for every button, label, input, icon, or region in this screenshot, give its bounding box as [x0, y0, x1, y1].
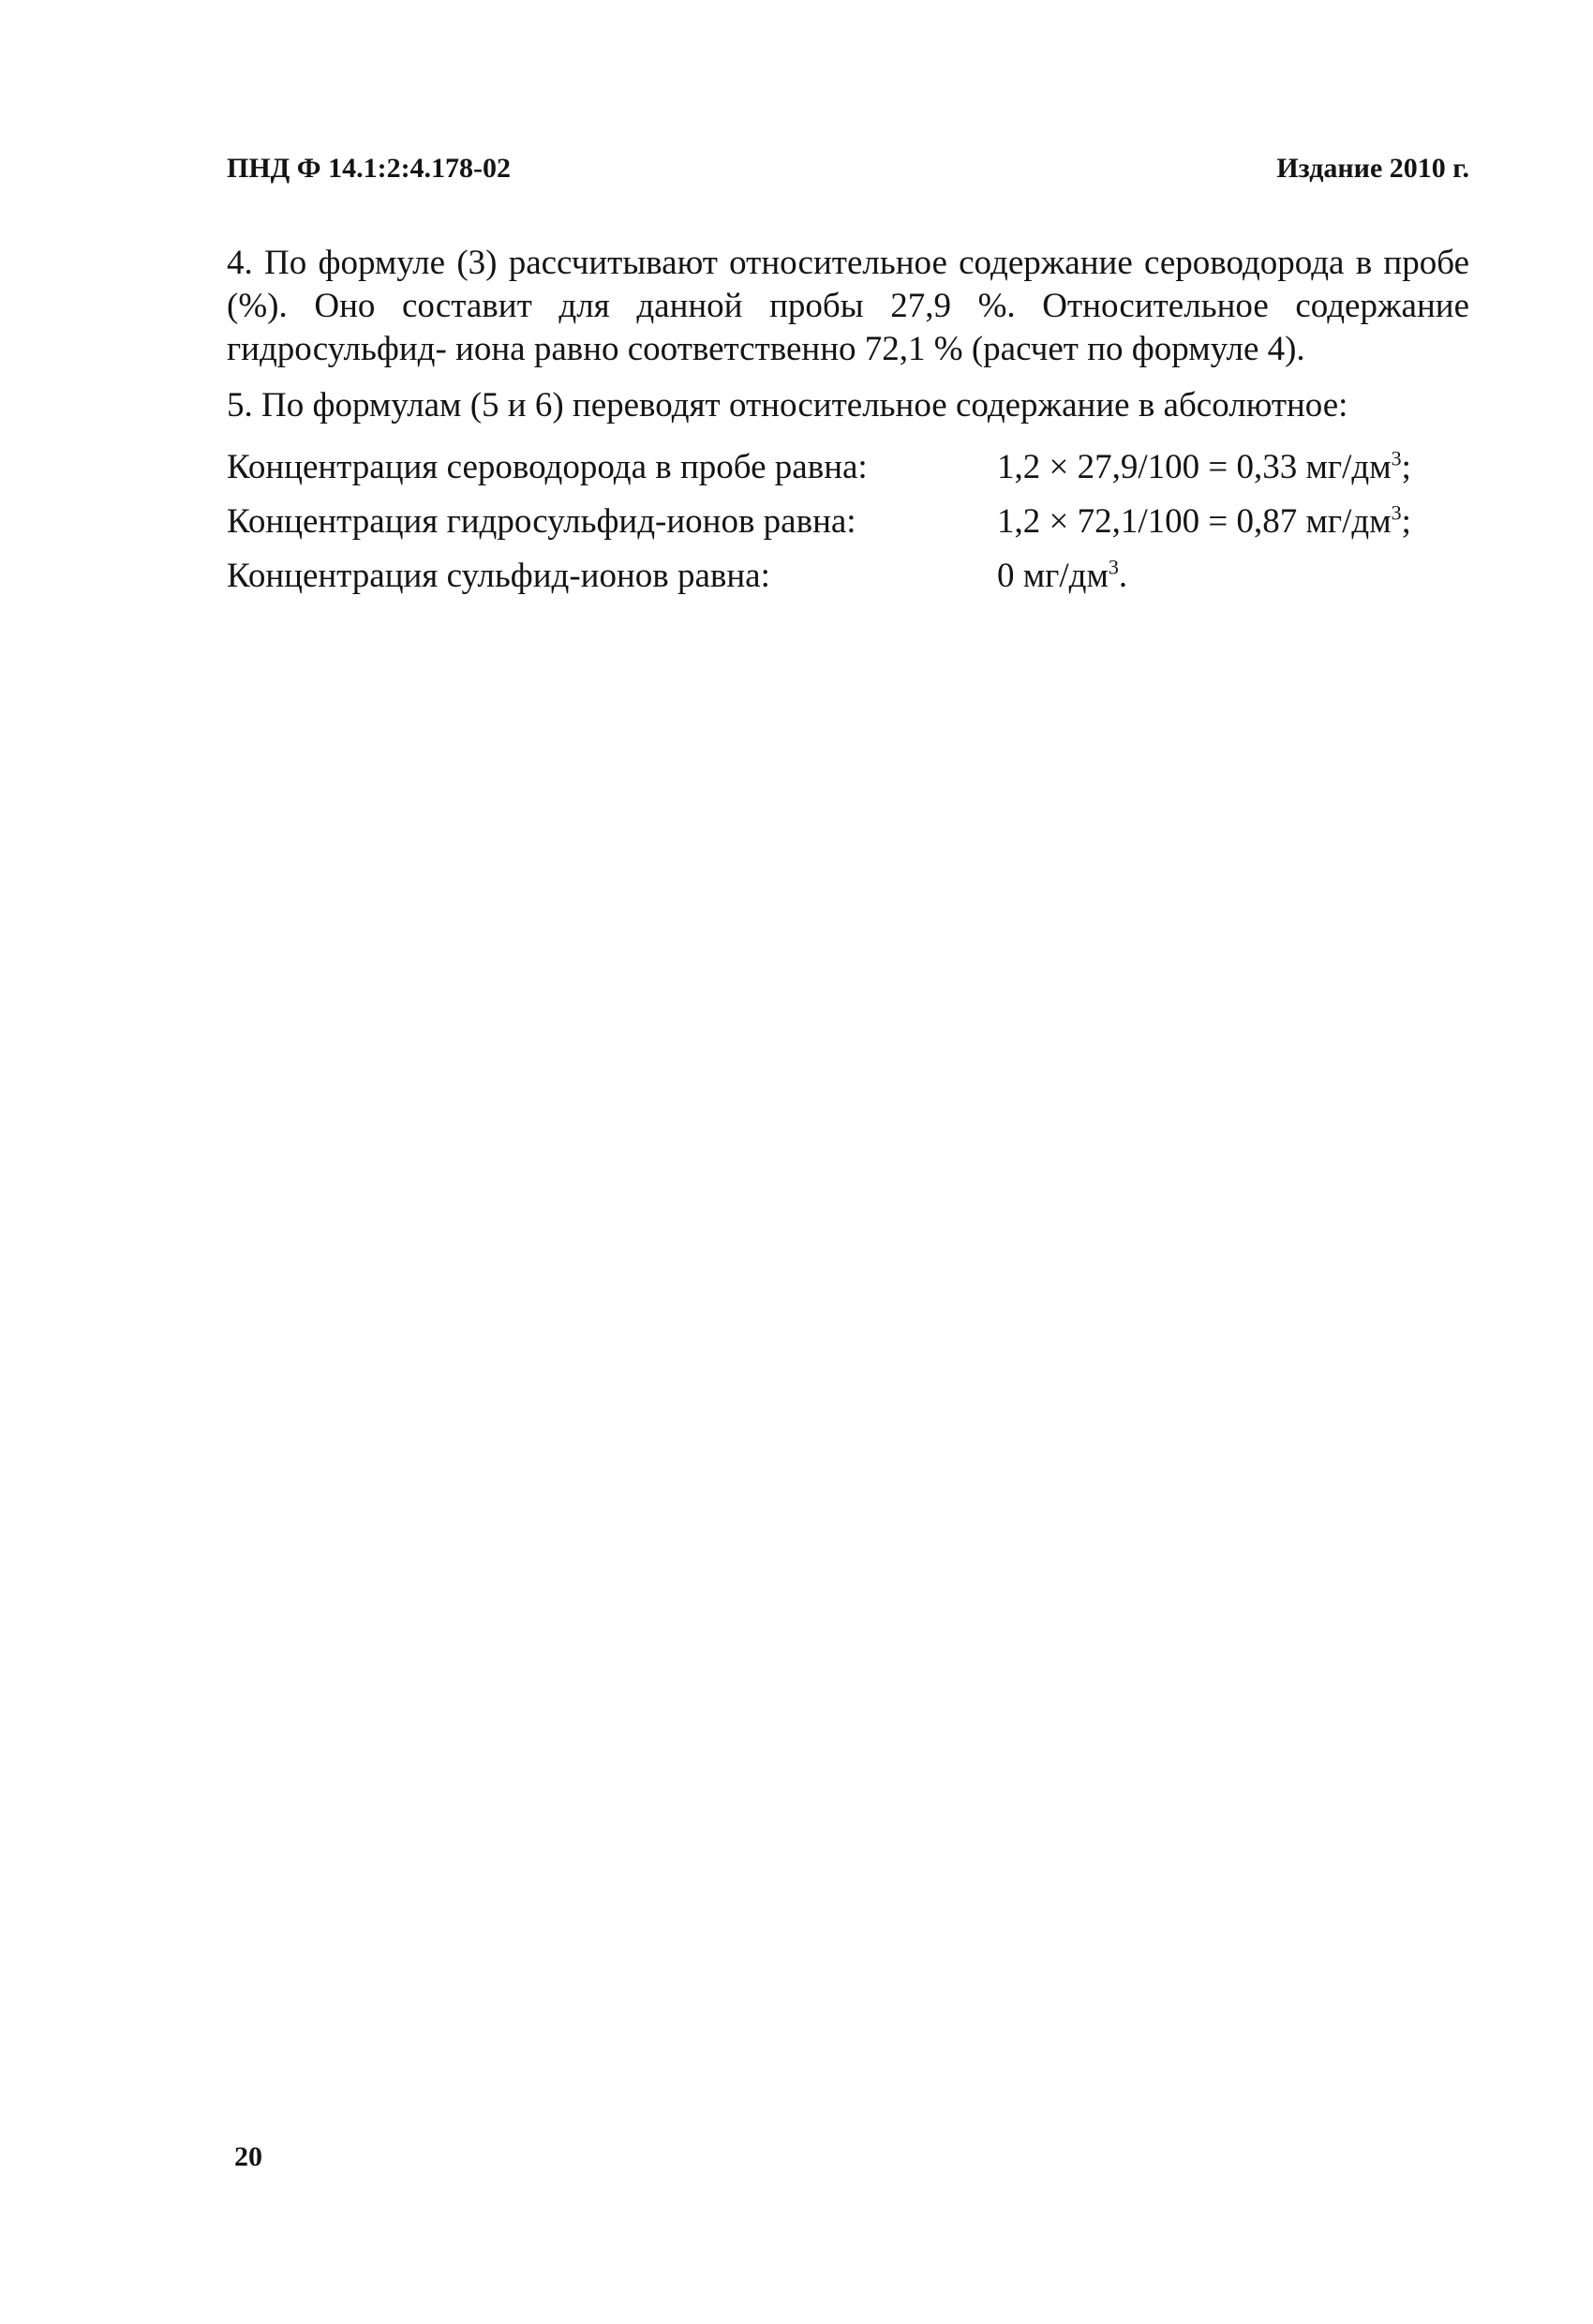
- concentration-value: [997, 549, 1411, 603]
- edition-label: Издание 2010 г.: [1276, 153, 1469, 184]
- value-suffix: ;: [1401, 448, 1411, 486]
- document-code: ПНД Ф 14.1:2:4.178-02: [227, 153, 512, 184]
- paragraph-step-4: 4. По формуле (3) рассчитывают относительное содержание сероводорода в пробе (%). Оно составит для данной пробы 27,9 %. Относительное содержание гидросульфид- иона равно соответственно 72,1 % (расчет по формуле 4).: [227, 244, 1469, 368]
- concentration-value-text: 1,2 × 27,9/100 = 0,33 мг/дм: [997, 448, 1392, 486]
- paragraph-step-5: 5. По формулам (5 и 6) переводят относительное содержание в абсолютное:: [227, 386, 1348, 425]
- value-suffix: .: [1118, 557, 1128, 595]
- concentration-value-text: 1,2 × 72,1/100 = 0,87 мг/дм: [997, 502, 1392, 541]
- concentration-value: [997, 440, 1411, 495]
- value-suffix: ;: [1401, 502, 1411, 541]
- concentration-value-text: 0 мг/дм: [997, 557, 1109, 595]
- concentration-table: [227, 440, 1411, 603]
- concentration-label: Концентрация гидросульфид-ионов равна:: [227, 502, 856, 541]
- page-number: 20: [234, 2141, 262, 2172]
- concentration-label: Концентрация сульфид-ионов равна:: [227, 557, 770, 595]
- unit-exponent: 3: [1391, 446, 1402, 470]
- concentration-label: Концентрация сероводорода в пробе равна:: [227, 448, 868, 486]
- unit-exponent: 3: [1108, 555, 1119, 579]
- body-text: [227, 242, 1469, 603]
- concentration-row-sulfide: [227, 549, 1411, 603]
- concentration-value: [997, 495, 1411, 549]
- concentration-row-hydrogen-sulfide: [227, 440, 1411, 495]
- unit-exponent: 3: [1391, 500, 1402, 525]
- concentration-row-hydrosulfide: [227, 495, 1411, 549]
